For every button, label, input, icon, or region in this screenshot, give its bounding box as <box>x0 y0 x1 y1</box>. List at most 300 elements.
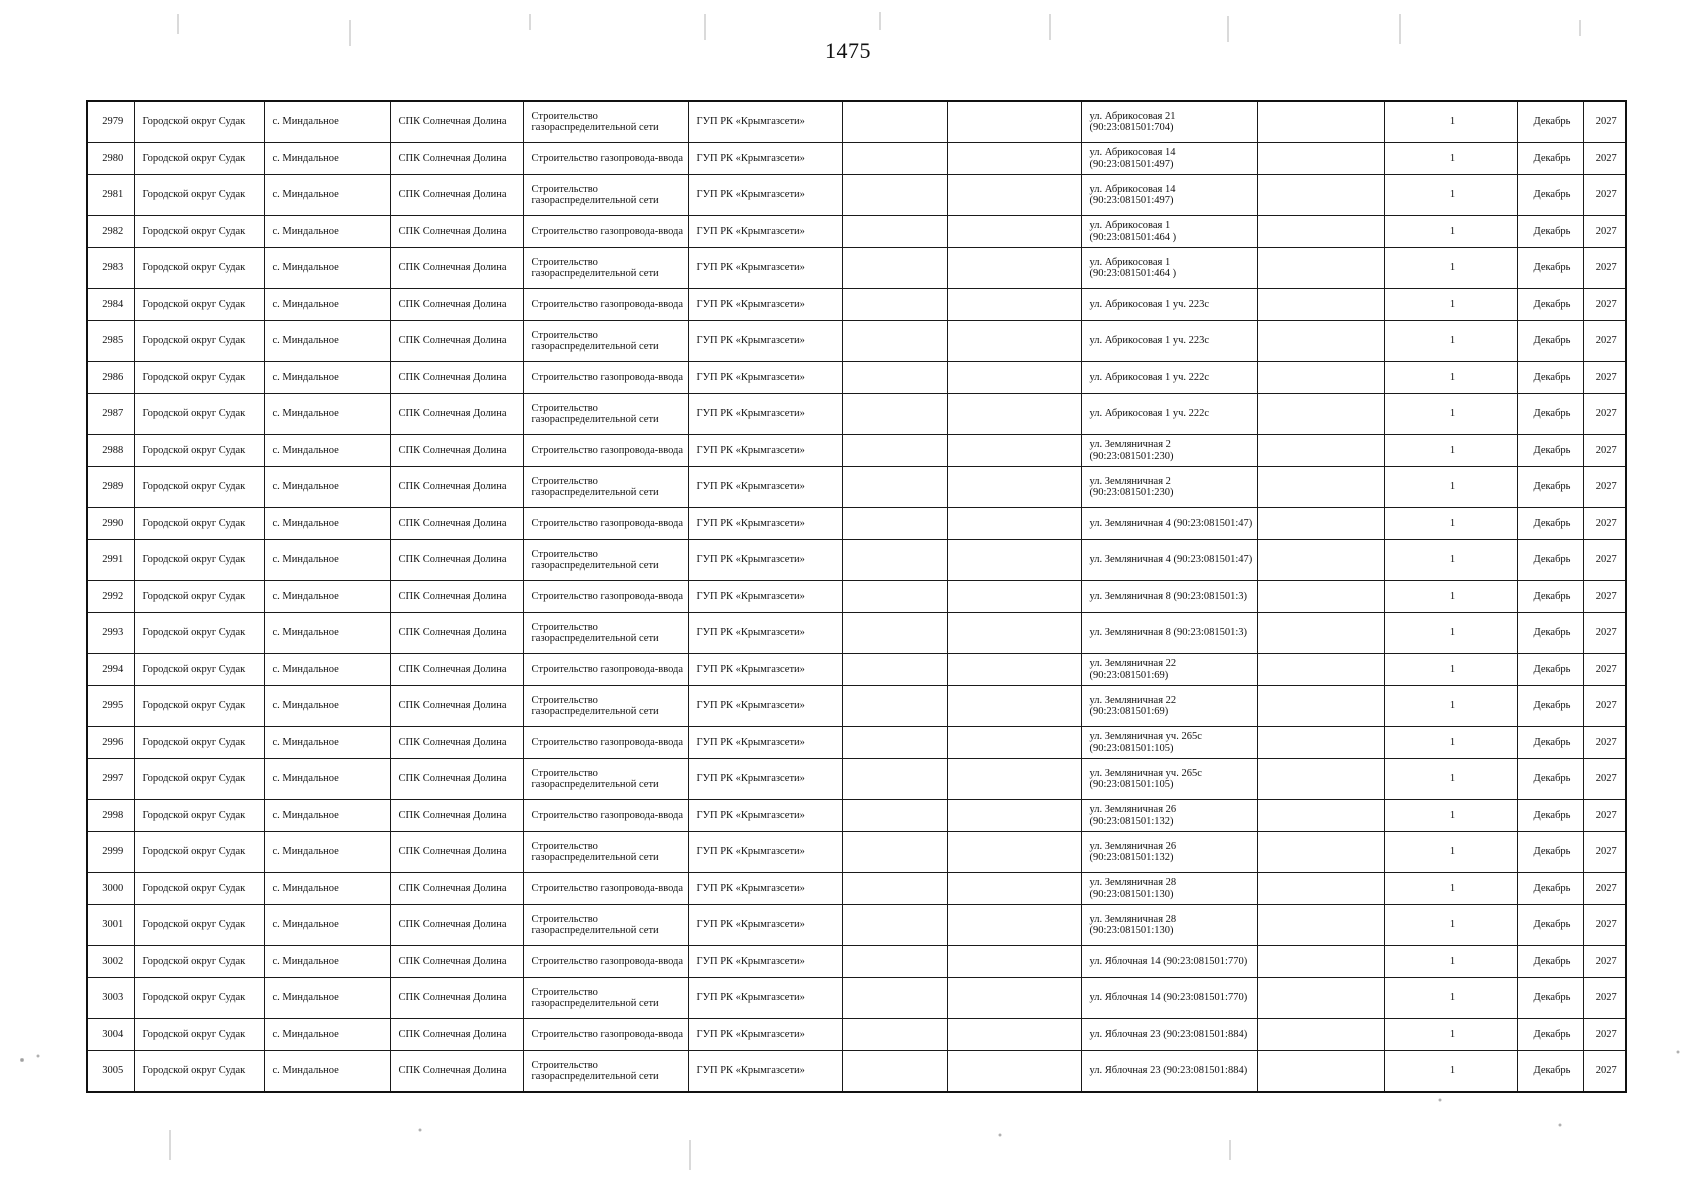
row-number-cell: 3000 <box>87 873 134 905</box>
district-cell: Городской округ Судак <box>134 686 264 727</box>
empty-cell-2 <box>947 759 1081 800</box>
row-number-cell: 2987 <box>87 394 134 435</box>
organization-cell: ГУП РК «Крымгазсети» <box>688 362 842 394</box>
row-number-cell: 2998 <box>87 800 134 832</box>
organization-cell: ГУП РК «Крымгазсети» <box>688 727 842 759</box>
month-cell: Декабрь <box>1517 101 1583 143</box>
organization-cell: ГУП РК «Крымгазсети» <box>688 1051 842 1093</box>
object-cell: СПК Солнечная Долина <box>390 394 523 435</box>
village-cell: с. Миндальное <box>264 873 390 905</box>
row-number-cell: 2989 <box>87 467 134 508</box>
district-cell: Городской округ Судак <box>134 654 264 686</box>
object-cell: СПК Солнечная Долина <box>390 467 523 508</box>
empty-cell-1 <box>842 832 947 873</box>
quantity-cell: 1 <box>1384 727 1517 759</box>
row-number-cell: 2994 <box>87 654 134 686</box>
month-cell: Декабрь <box>1517 394 1583 435</box>
organization-cell: ГУП РК «Крымгазсети» <box>688 394 842 435</box>
quantity-cell: 1 <box>1384 613 1517 654</box>
empty-cell-1 <box>842 581 947 613</box>
village-cell: с. Миндальное <box>264 1019 390 1051</box>
empty-cell-2 <box>947 289 1081 321</box>
empty-cell-1 <box>842 467 947 508</box>
quantity-cell: 1 <box>1384 101 1517 143</box>
register-table <box>86 100 1627 1093</box>
empty-cell-2 <box>947 467 1081 508</box>
organization-cell: ГУП РК «Крымгазсети» <box>688 800 842 832</box>
address-cell: ул. Яблочная 14 (90:23:081501:770) <box>1081 946 1257 978</box>
year-cell: 2027 <box>1583 216 1626 248</box>
village-cell: с. Миндальное <box>264 175 390 216</box>
empty-cell-3 <box>1257 581 1384 613</box>
empty-cell-2 <box>947 905 1081 946</box>
row-number-cell: 2984 <box>87 289 134 321</box>
quantity-cell: 1 <box>1384 832 1517 873</box>
month-cell: Декабрь <box>1517 832 1583 873</box>
empty-cell-1 <box>842 143 947 175</box>
organization-cell: ГУП РК «Крымгазсети» <box>688 540 842 581</box>
empty-cell-3 <box>1257 1019 1384 1051</box>
object-cell: СПК Солнечная Долина <box>390 759 523 800</box>
object-cell: СПК Солнечная Долина <box>390 175 523 216</box>
empty-cell-2 <box>947 216 1081 248</box>
object-cell: СПК Солнечная Долина <box>390 832 523 873</box>
month-cell: Декабрь <box>1517 289 1583 321</box>
address-cell: ул. Земляничная 8 (90:23:081501:3) <box>1081 613 1257 654</box>
work-type-cell: Строительство газораспределительной сети <box>523 686 688 727</box>
month-cell: Декабрь <box>1517 362 1583 394</box>
address-cell: ул. Земляничная 26 (90:23:081501:132) <box>1081 800 1257 832</box>
table-row <box>87 101 1626 143</box>
row-number-cell: 3002 <box>87 946 134 978</box>
table-row <box>87 175 1626 216</box>
month-cell: Декабрь <box>1517 800 1583 832</box>
quantity-cell: 1 <box>1384 978 1517 1019</box>
empty-cell-2 <box>947 101 1081 143</box>
row-number-cell: 2981 <box>87 175 134 216</box>
month-cell: Декабрь <box>1517 216 1583 248</box>
village-cell: с. Миндальное <box>264 581 390 613</box>
empty-cell-3 <box>1257 873 1384 905</box>
empty-cell-2 <box>947 1051 1081 1093</box>
empty-cell-3 <box>1257 978 1384 1019</box>
year-cell: 2027 <box>1583 978 1626 1019</box>
empty-cell-2 <box>947 581 1081 613</box>
empty-cell-2 <box>947 800 1081 832</box>
address-cell: ул. Абрикосовая 1 уч. 222с <box>1081 394 1257 435</box>
table-row <box>87 394 1626 435</box>
address-cell: ул. Земляничная уч. 265с (90:23:081501:105) <box>1081 759 1257 800</box>
organization-cell: ГУП РК «Крымгазсети» <box>688 508 842 540</box>
district-cell: Городской округ Судак <box>134 175 264 216</box>
month-cell: Декабрь <box>1517 1019 1583 1051</box>
organization-cell: ГУП РК «Крымгазсети» <box>688 467 842 508</box>
month-cell: Декабрь <box>1517 727 1583 759</box>
year-cell: 2027 <box>1583 508 1626 540</box>
district-cell: Городской округ Судак <box>134 800 264 832</box>
district-cell: Городской округ Судак <box>134 613 264 654</box>
table-row <box>87 289 1626 321</box>
quantity-cell: 1 <box>1384 873 1517 905</box>
district-cell: Городской округ Судак <box>134 581 264 613</box>
year-cell: 2027 <box>1583 540 1626 581</box>
object-cell: СПК Солнечная Долина <box>390 540 523 581</box>
work-type-cell: Строительство газораспределительной сети <box>523 832 688 873</box>
month-cell: Декабрь <box>1517 654 1583 686</box>
row-number-cell: 2980 <box>87 143 134 175</box>
month-cell: Декабрь <box>1517 581 1583 613</box>
object-cell: СПК Солнечная Долина <box>390 101 523 143</box>
organization-cell: ГУП РК «Крымгазсети» <box>688 654 842 686</box>
empty-cell-3 <box>1257 321 1384 362</box>
work-type-cell: Строительство газопровода-ввода <box>523 289 688 321</box>
object-cell: СПК Солнечная Долина <box>390 508 523 540</box>
district-cell: Городской округ Судак <box>134 832 264 873</box>
empty-cell-1 <box>842 1019 947 1051</box>
address-cell: ул. Земляничная уч. 265с (90:23:081501:105) <box>1081 727 1257 759</box>
table-row <box>87 654 1626 686</box>
village-cell: с. Миндальное <box>264 394 390 435</box>
year-cell: 2027 <box>1583 800 1626 832</box>
village-cell: с. Миндальное <box>264 467 390 508</box>
table-row <box>87 321 1626 362</box>
quantity-cell: 1 <box>1384 905 1517 946</box>
empty-cell-3 <box>1257 759 1384 800</box>
row-number-cell: 2995 <box>87 686 134 727</box>
row-number-cell: 2992 <box>87 581 134 613</box>
empty-cell-1 <box>842 289 947 321</box>
quantity-cell: 1 <box>1384 175 1517 216</box>
table-row <box>87 581 1626 613</box>
address-cell: ул. Земляничная 8 (90:23:081501:3) <box>1081 581 1257 613</box>
year-cell: 2027 <box>1583 101 1626 143</box>
empty-cell-1 <box>842 759 947 800</box>
month-cell: Декабрь <box>1517 978 1583 1019</box>
year-cell: 2027 <box>1583 873 1626 905</box>
work-type-cell: Строительство газораспределительной сети <box>523 540 688 581</box>
empty-cell-2 <box>947 394 1081 435</box>
district-cell: Городской округ Судак <box>134 946 264 978</box>
object-cell: СПК Солнечная Долина <box>390 613 523 654</box>
object-cell: СПК Солнечная Долина <box>390 581 523 613</box>
year-cell: 2027 <box>1583 248 1626 289</box>
month-cell: Декабрь <box>1517 946 1583 978</box>
month-cell: Декабрь <box>1517 759 1583 800</box>
year-cell: 2027 <box>1583 321 1626 362</box>
organization-cell: ГУП РК «Крымгазсети» <box>688 759 842 800</box>
work-type-cell: Строительство газопровода-ввода <box>523 362 688 394</box>
page-number: 1475 <box>825 38 871 63</box>
object-cell: СПК Солнечная Долина <box>390 435 523 467</box>
quantity-cell: 1 <box>1384 1051 1517 1093</box>
organization-cell: ГУП РК «Крымгазсети» <box>688 248 842 289</box>
quantity-cell: 1 <box>1384 581 1517 613</box>
address-cell: ул. Земляничная 4 (90:23:081501:47) <box>1081 540 1257 581</box>
table-row <box>87 978 1626 1019</box>
empty-cell-2 <box>947 540 1081 581</box>
empty-cell-3 <box>1257 800 1384 832</box>
address-cell: ул. Яблочная 23 (90:23:081501:884) <box>1081 1051 1257 1093</box>
village-cell: с. Миндальное <box>264 248 390 289</box>
quantity-cell: 1 <box>1384 508 1517 540</box>
year-cell: 2027 <box>1583 905 1626 946</box>
row-number-cell: 2990 <box>87 508 134 540</box>
object-cell: СПК Солнечная Долина <box>390 800 523 832</box>
table-row <box>87 435 1626 467</box>
year-cell: 2027 <box>1583 686 1626 727</box>
organization-cell: ГУП РК «Крымгазсети» <box>688 216 842 248</box>
object-cell: СПК Солнечная Долина <box>390 978 523 1019</box>
month-cell: Декабрь <box>1517 1051 1583 1093</box>
empty-cell-2 <box>947 1019 1081 1051</box>
quantity-cell: 1 <box>1384 435 1517 467</box>
work-type-cell: Строительство газораспределительной сети <box>523 905 688 946</box>
district-cell: Городской округ Судак <box>134 1051 264 1093</box>
empty-cell-3 <box>1257 508 1384 540</box>
quantity-cell: 1 <box>1384 800 1517 832</box>
empty-cell-2 <box>947 654 1081 686</box>
quantity-cell: 1 <box>1384 540 1517 581</box>
table-row <box>87 362 1626 394</box>
empty-cell-1 <box>842 435 947 467</box>
district-cell: Городской округ Судак <box>134 248 264 289</box>
object-cell: СПК Солнечная Долина <box>390 143 523 175</box>
address-cell: ул. Земляничная 2 (90:23:081501:230) <box>1081 467 1257 508</box>
month-cell: Декабрь <box>1517 467 1583 508</box>
address-cell: ул. Земляничная 22 (90:23:081501:69) <box>1081 686 1257 727</box>
address-cell: ул. Земляничная 4 (90:23:081501:47) <box>1081 508 1257 540</box>
district-cell: Городской округ Судак <box>134 1019 264 1051</box>
organization-cell: ГУП РК «Крымгазсети» <box>688 613 842 654</box>
year-cell: 2027 <box>1583 832 1626 873</box>
empty-cell-3 <box>1257 1051 1384 1093</box>
object-cell: СПК Солнечная Долина <box>390 873 523 905</box>
organization-cell: ГУП РК «Крымгазсети» <box>688 873 842 905</box>
row-number-cell: 3004 <box>87 1019 134 1051</box>
work-type-cell: Строительство газопровода-ввода <box>523 508 688 540</box>
quantity-cell: 1 <box>1384 248 1517 289</box>
empty-cell-3 <box>1257 216 1384 248</box>
empty-cell-1 <box>842 175 947 216</box>
row-number-cell: 2983 <box>87 248 134 289</box>
village-cell: с. Миндальное <box>264 727 390 759</box>
table-row <box>87 1051 1626 1093</box>
object-cell: СПК Солнечная Долина <box>390 248 523 289</box>
work-type-cell: Строительство газораспределительной сети <box>523 613 688 654</box>
address-cell: ул. Абрикосовая 1 (90:23:081501:464 ) <box>1081 216 1257 248</box>
organization-cell: ГУП РК «Крымгазсети» <box>688 321 842 362</box>
quantity-cell: 1 <box>1384 394 1517 435</box>
work-type-cell: Строительство газопровода-ввода <box>523 800 688 832</box>
object-cell: СПК Солнечная Долина <box>390 289 523 321</box>
empty-cell-1 <box>842 540 947 581</box>
month-cell: Декабрь <box>1517 175 1583 216</box>
table-row <box>87 800 1626 832</box>
table-row <box>87 467 1626 508</box>
object-cell: СПК Солнечная Долина <box>390 1051 523 1093</box>
address-cell: ул. Абрикосовая 14 (90:23:081501:497) <box>1081 175 1257 216</box>
district-cell: Городской округ Судак <box>134 978 264 1019</box>
village-cell: с. Миндальное <box>264 216 390 248</box>
work-type-cell: Строительство газораспределительной сети <box>523 101 688 143</box>
address-cell: ул. Абрикосовая 14 (90:23:081501:497) <box>1081 143 1257 175</box>
empty-cell-3 <box>1257 540 1384 581</box>
village-cell: с. Миндальное <box>264 978 390 1019</box>
address-cell: ул. Абрикосовая 1 (90:23:081501:464 ) <box>1081 248 1257 289</box>
table-row <box>87 248 1626 289</box>
organization-cell: ГУП РК «Крымгазсети» <box>688 1019 842 1051</box>
organization-cell: ГУП РК «Крымгазсети» <box>688 686 842 727</box>
year-cell: 2027 <box>1583 946 1626 978</box>
empty-cell-2 <box>947 362 1081 394</box>
empty-cell-1 <box>842 727 947 759</box>
object-cell: СПК Солнечная Долина <box>390 321 523 362</box>
empty-cell-2 <box>947 978 1081 1019</box>
empty-cell-2 <box>947 248 1081 289</box>
row-number-cell: 2991 <box>87 540 134 581</box>
empty-cell-1 <box>842 905 947 946</box>
work-type-cell: Строительство газопровода-ввода <box>523 435 688 467</box>
district-cell: Городской округ Судак <box>134 435 264 467</box>
quantity-cell: 1 <box>1384 467 1517 508</box>
table-row <box>87 508 1626 540</box>
year-cell: 2027 <box>1583 289 1626 321</box>
work-type-cell: Строительство газораспределительной сети <box>523 321 688 362</box>
empty-cell-1 <box>842 1051 947 1093</box>
row-number-cell: 2993 <box>87 613 134 654</box>
empty-cell-2 <box>947 727 1081 759</box>
year-cell: 2027 <box>1583 467 1626 508</box>
year-cell: 2027 <box>1583 394 1626 435</box>
district-cell: Городской округ Судак <box>134 540 264 581</box>
empty-cell-3 <box>1257 289 1384 321</box>
table-row <box>87 832 1626 873</box>
table-row <box>87 1019 1626 1051</box>
empty-cell-2 <box>947 946 1081 978</box>
empty-cell-1 <box>842 362 947 394</box>
address-cell: ул. Абрикосовая 21 (90:23:081501:704) <box>1081 101 1257 143</box>
district-cell: Городской округ Судак <box>134 394 264 435</box>
year-cell: 2027 <box>1583 435 1626 467</box>
work-type-cell: Строительство газопровода-ввода <box>523 216 688 248</box>
row-number-cell: 2982 <box>87 216 134 248</box>
work-type-cell: Строительство газораспределительной сети <box>523 467 688 508</box>
row-number-cell: 2986 <box>87 362 134 394</box>
district-cell: Городской округ Судак <box>134 321 264 362</box>
year-cell: 2027 <box>1583 727 1626 759</box>
empty-cell-1 <box>842 946 947 978</box>
empty-cell-2 <box>947 321 1081 362</box>
year-cell: 2027 <box>1583 654 1626 686</box>
object-cell: СПК Солнечная Долина <box>390 727 523 759</box>
empty-cell-2 <box>947 175 1081 216</box>
address-cell: ул. Яблочная 14 (90:23:081501:770) <box>1081 978 1257 1019</box>
object-cell: СПК Солнечная Долина <box>390 905 523 946</box>
empty-cell-2 <box>947 873 1081 905</box>
district-cell: Городской округ Судак <box>134 727 264 759</box>
address-cell: ул. Абрикосовая 1 уч. 223с <box>1081 289 1257 321</box>
year-cell: 2027 <box>1583 759 1626 800</box>
empty-cell-3 <box>1257 394 1384 435</box>
work-type-cell: Строительство газопровода-ввода <box>523 1019 688 1051</box>
year-cell: 2027 <box>1583 613 1626 654</box>
organization-cell: ГУП РК «Крымгазсети» <box>688 143 842 175</box>
object-cell: СПК Солнечная Долина <box>390 1019 523 1051</box>
organization-cell: ГУП РК «Крымгазсети» <box>688 581 842 613</box>
row-number-cell: 2996 <box>87 727 134 759</box>
empty-cell-2 <box>947 435 1081 467</box>
table-row <box>87 727 1626 759</box>
district-cell: Городской округ Судак <box>134 216 264 248</box>
village-cell: с. Миндальное <box>264 143 390 175</box>
village-cell: с. Миндальное <box>264 832 390 873</box>
year-cell: 2027 <box>1583 1051 1626 1093</box>
village-cell: с. Миндальное <box>264 289 390 321</box>
village-cell: с. Миндальное <box>264 613 390 654</box>
empty-cell-1 <box>842 321 947 362</box>
row-number-cell: 2985 <box>87 321 134 362</box>
empty-cell-1 <box>842 216 947 248</box>
empty-cell-1 <box>842 800 947 832</box>
empty-cell-1 <box>842 978 947 1019</box>
row-number-cell: 2997 <box>87 759 134 800</box>
object-cell: СПК Солнечная Долина <box>390 654 523 686</box>
table-row <box>87 759 1626 800</box>
empty-cell-1 <box>842 394 947 435</box>
work-type-cell: Строительство газопровода-ввода <box>523 946 688 978</box>
work-type-cell: Строительство газопровода-ввода <box>523 727 688 759</box>
month-cell: Декабрь <box>1517 540 1583 581</box>
table-row <box>87 873 1626 905</box>
row-number-cell: 3005 <box>87 1051 134 1093</box>
organization-cell: ГУП РК «Крымгазсети» <box>688 978 842 1019</box>
object-cell: СПК Солнечная Долина <box>390 946 523 978</box>
quantity-cell: 1 <box>1384 216 1517 248</box>
empty-cell-3 <box>1257 654 1384 686</box>
empty-cell-1 <box>842 873 947 905</box>
quantity-cell: 1 <box>1384 686 1517 727</box>
table-row <box>87 143 1626 175</box>
month-cell: Декабрь <box>1517 905 1583 946</box>
empty-cell-1 <box>842 686 947 727</box>
register-table-container <box>86 100 1625 1093</box>
address-cell: ул. Земляничная 28 (90:23:081501:130) <box>1081 905 1257 946</box>
object-cell: СПК Солнечная Долина <box>390 216 523 248</box>
empty-cell-3 <box>1257 362 1384 394</box>
district-cell: Городской округ Судак <box>134 873 264 905</box>
month-cell: Декабрь <box>1517 435 1583 467</box>
empty-cell-3 <box>1257 905 1384 946</box>
work-type-cell: Строительство газораспределительной сети <box>523 248 688 289</box>
month-cell: Декабрь <box>1517 873 1583 905</box>
address-cell: ул. Земляничная 2 (90:23:081501:230) <box>1081 435 1257 467</box>
address-cell: ул. Абрикосовая 1 уч. 222с <box>1081 362 1257 394</box>
work-type-cell: Строительство газораспределительной сети <box>523 175 688 216</box>
month-cell: Декабрь <box>1517 508 1583 540</box>
quantity-cell: 1 <box>1384 289 1517 321</box>
village-cell: с. Миндальное <box>264 905 390 946</box>
empty-cell-3 <box>1257 435 1384 467</box>
district-cell: Городской округ Судак <box>134 467 264 508</box>
table-row <box>87 216 1626 248</box>
work-type-cell: Строительство газораспределительной сети <box>523 1051 688 1093</box>
quantity-cell: 1 <box>1384 946 1517 978</box>
year-cell: 2027 <box>1583 1019 1626 1051</box>
row-number-cell: 2988 <box>87 435 134 467</box>
village-cell: с. Миндальное <box>264 946 390 978</box>
organization-cell: ГУП РК «Крымгазсети» <box>688 832 842 873</box>
village-cell: с. Миндальное <box>264 508 390 540</box>
